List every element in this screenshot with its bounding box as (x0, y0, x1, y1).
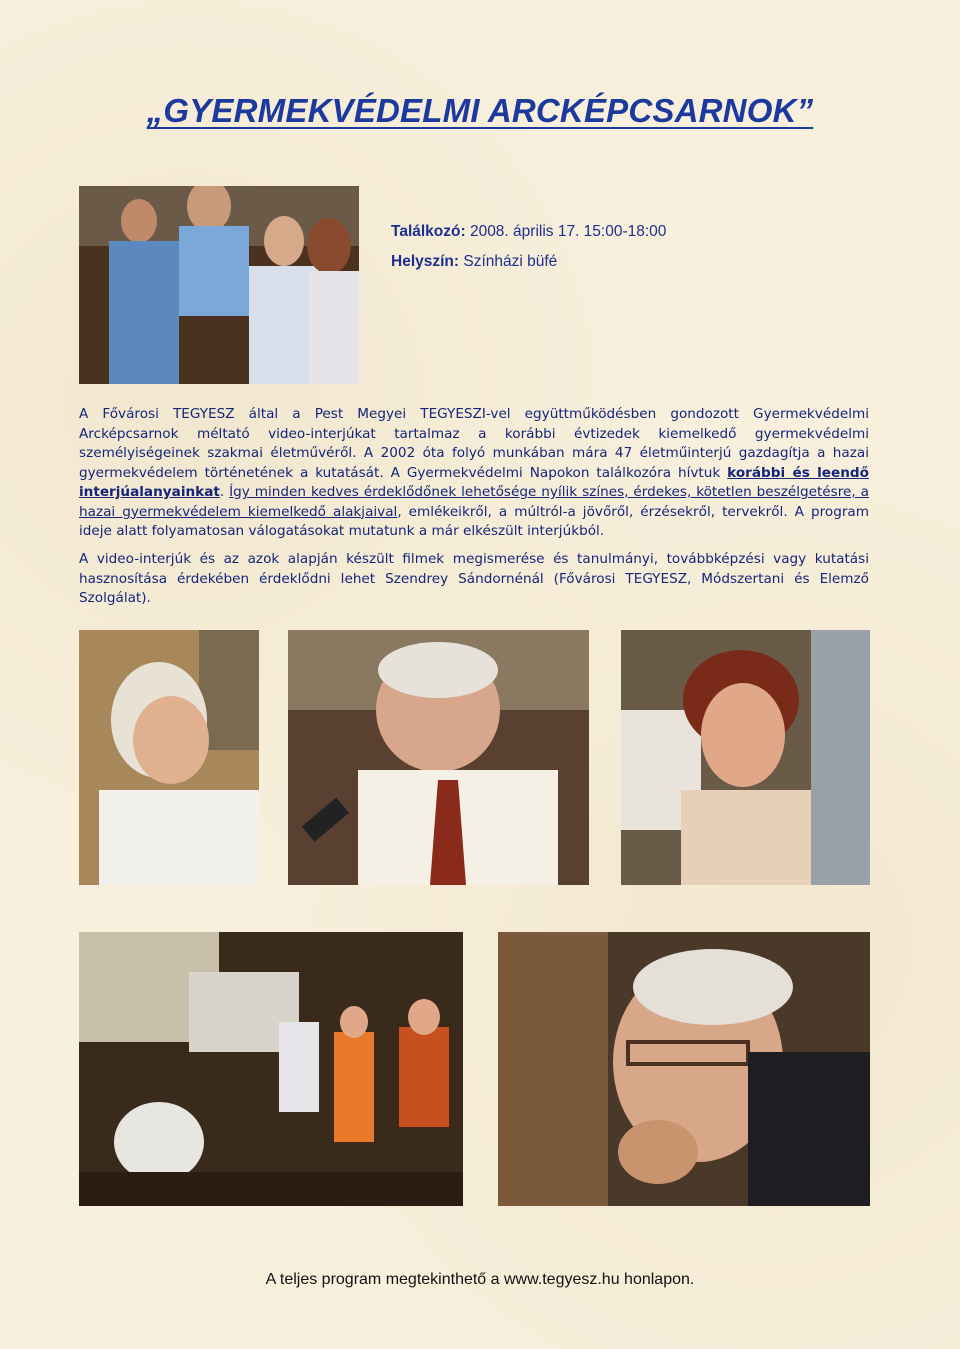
conversation-link[interactable]: Így minden kedves érdeklődőnek lehetősége nyílik színes, érdekes, kötetlen beszélgetésre, a hazai gyermekvédelem kiemelkedő alakjaival (79, 484, 869, 520)
contact-paragraph: A video-interjúk és az azok alapján készült filmek megismerése és tanulmányi, továbbképzési vagy kutatási hasznosítása érdekében érdeklődni lehet Szendrey Sándornénál (Fővárosi TEGYESZ, Módszertani és Elemző Szolgálat). (79, 551, 869, 606)
photo-audience (79, 186, 359, 384)
photo-woman-smiling (621, 630, 870, 885)
intro-paragraph: A Fővárosi TEGYESZ által a Pest Megyei TEGYESZI-vel együttműködésben gondozott Gyermekvédelmi Arcképcsarnok méltató video-interjúkat tartalmaz a korábbi évtizedek kiemelkedő gyermekvédelmi személyiségeinek szakmai életművéről. A 2002 óta folyó munkában mára 47 életműinterjú gazdagítja a hazai gyermekvédelem történetének a kutatását. A Gyermekvédelmi Napokon találkozóra hívtuk korábbi és leendő interjúalanyainkat. Így minden kedves érdeklődőnek lehetősége nyílik színes, érdekes, kötetlen beszélgetésre, a hazai gyermekvédelem kiemelkedő alakjaival, emlékeikről, a múltról-a jövőről, érzésekről, tervekről. A program ideje alatt folyamatosan válogatásokat mutatunk a már elkészült interjúkból. (79, 406, 870, 539)
interviewees-link[interactable]: korábbi és leendő interjúalanyainkat (79, 464, 869, 500)
footer-note: A teljes program megtekinthető a www.tegyesz.hu honlapon. (265, 1271, 695, 1288)
photo-elderly-woman (79, 630, 259, 885)
photo-man-microphone (288, 630, 589, 885)
meeting-date: Találkozó: 2008. április 17. 15:00-18:00 (391, 223, 667, 240)
meeting-place: Helyszín: Színházi büfé (391, 253, 558, 270)
page-title: „GYERMEKVÉDELMI ARCKÉPCSARNOK” (146, 92, 814, 129)
photo-man-glasses (498, 932, 870, 1206)
photo-group-room (79, 932, 463, 1206)
